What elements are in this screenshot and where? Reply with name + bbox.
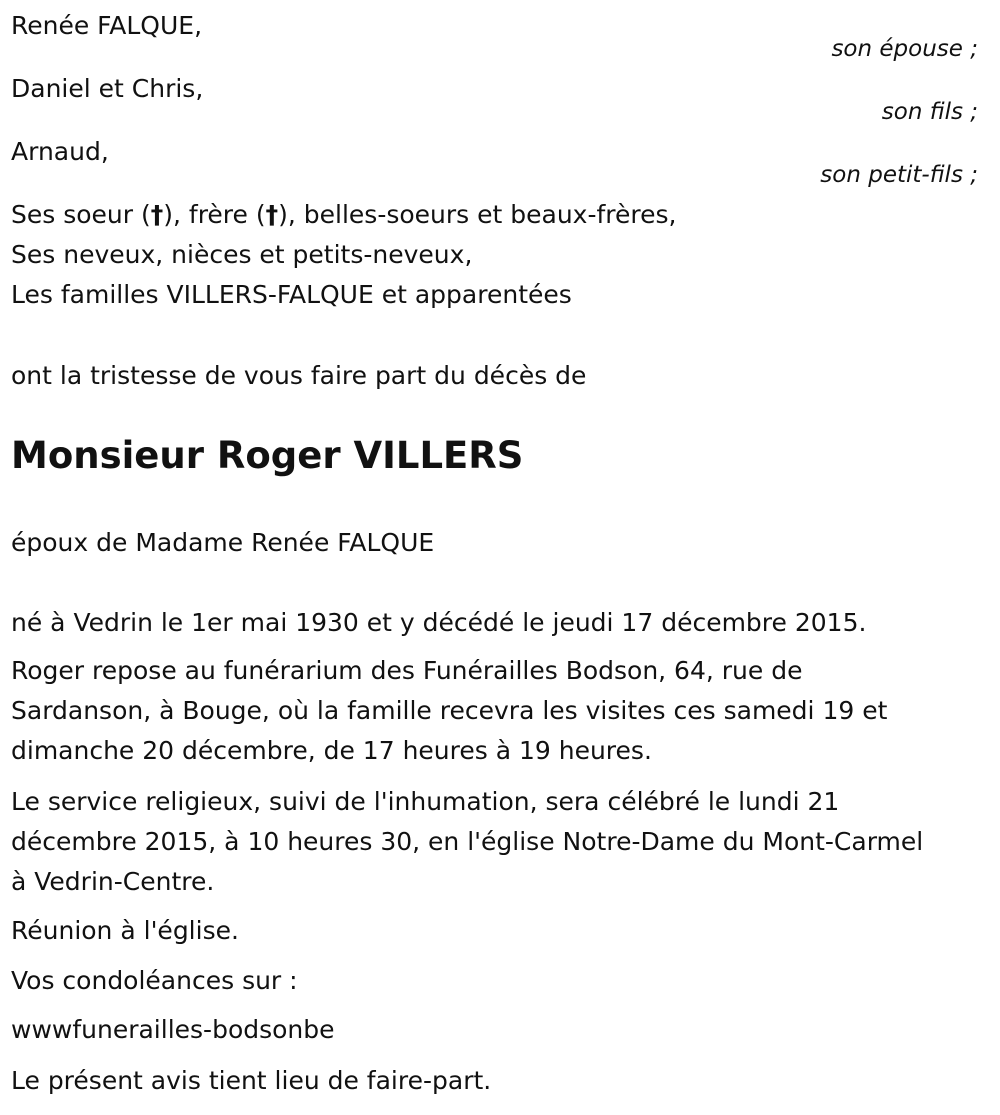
family-name-sons: Daniel et Chris,	[11, 74, 204, 103]
siblings-suffix: ), belles-soeurs et beaux-frères,	[278, 200, 677, 229]
condolences-label: Vos condoléances sur :	[11, 966, 298, 995]
family-name-grandson: Arnaud,	[11, 137, 109, 166]
cross-icon: †	[265, 200, 279, 229]
website-link[interactable]: wwwfunerailles-bodsonbe	[11, 1015, 335, 1044]
visitation-line: Sardanson, à Bouge, où la famille recevra les visites ces samedi 19 et	[11, 696, 888, 725]
visitation-line: dimanche 20 décembre, de 17 heures à 19 heures.	[11, 736, 652, 765]
visitation-line: Roger repose au funérarium des Funérailles Bodson, 64, rue de	[11, 656, 803, 685]
service-line: à Vedrin-Centre.	[11, 867, 215, 896]
service-line: décembre 2015, à 10 heures 30, en l'église Notre-Dame du Mont-Carmel	[11, 827, 924, 856]
relatives-siblings-line	[11, 195, 677, 235]
family-relation-grandson: son petit-fils ;	[820, 162, 978, 188]
family-name-spouse: Renée FALQUE,	[11, 11, 203, 40]
cross-icon: †	[150, 200, 164, 229]
family-relation-spouse: son épouse ;	[831, 36, 978, 62]
announcement-text: ont la tristesse de vous faire part du décès de	[11, 361, 587, 390]
service-line: Le service religieux, suivi de l'inhumation, sera célébré le lundi 21	[11, 787, 840, 816]
closing-line: Le présent avis tient lieu de faire-part.	[11, 1066, 492, 1095]
birth-death-line: né à Vedrin le 1er mai 1930 et y décédé le jeudi 17 décembre 2015.	[11, 608, 867, 637]
deceased-name: Monsieur Roger VILLERS	[11, 434, 524, 477]
spouse-line: époux de Madame Renée FALQUE	[11, 528, 435, 557]
relatives-families-line: Les familles VILLERS-FALQUE et apparentées	[11, 280, 572, 309]
siblings-prefix: Ses soeur (	[11, 200, 151, 229]
relatives-nephews-line: Ses neveux, nièces et petits-neveux,	[11, 240, 473, 269]
family-relation-sons: son fils ;	[881, 99, 978, 125]
siblings-middle: ), frère (	[163, 200, 266, 229]
meeting-line: Réunion à l'église.	[11, 916, 239, 945]
